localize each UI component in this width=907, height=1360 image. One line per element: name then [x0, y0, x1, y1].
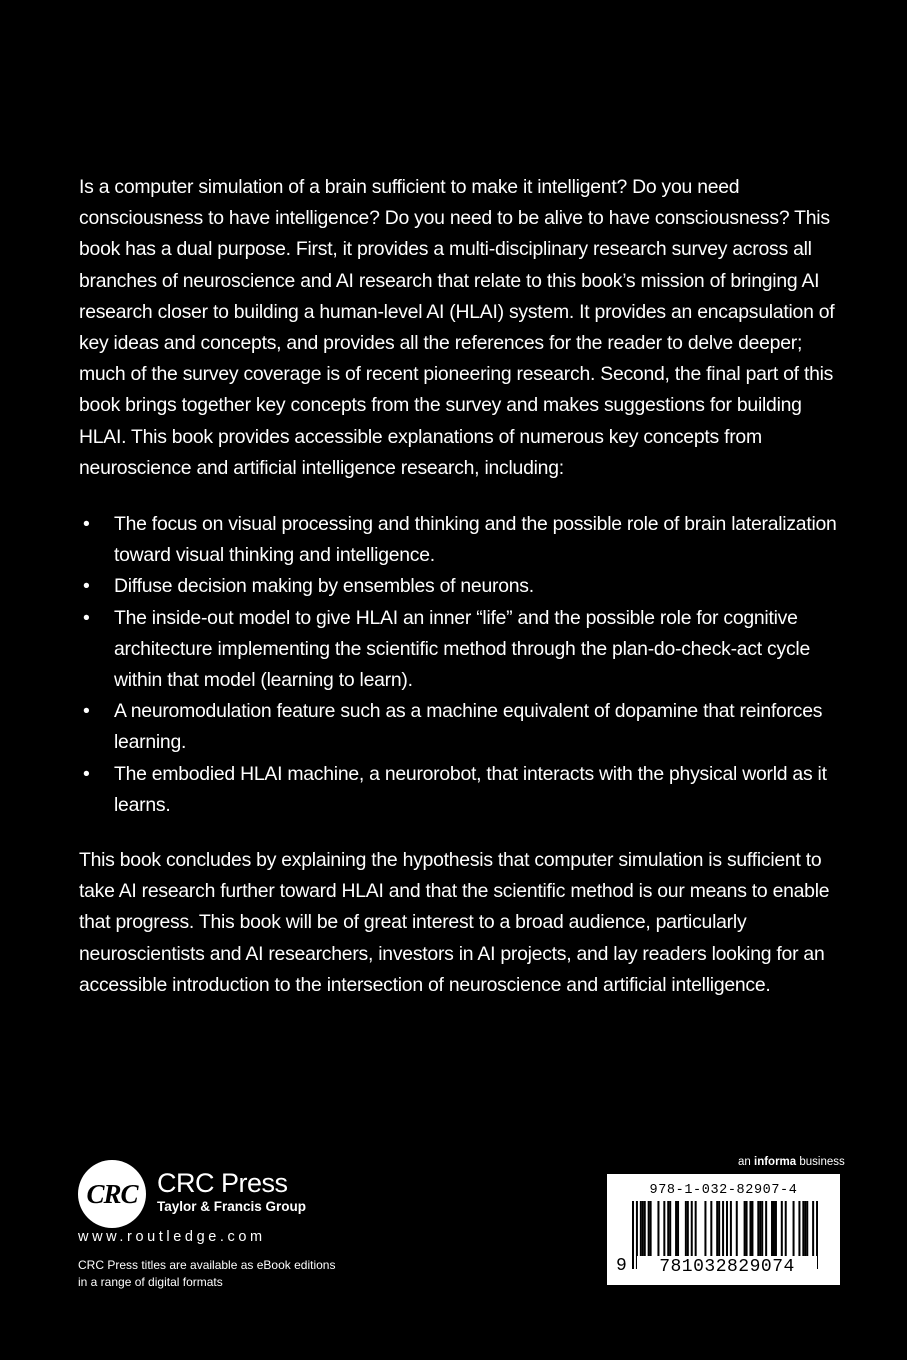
barcode-bar	[785, 1201, 787, 1257]
list-item: • The inside-out model to give HLAI an inner “life” and the possible role for cognitive architecture implementing the scientific method through the plan-do-check-act cycle within that model (learning to learn).	[79, 603, 849, 697]
barcode-bar	[695, 1201, 697, 1257]
isbn-barcode	[607, 1174, 840, 1285]
barcode-bar	[806, 1201, 808, 1257]
list-item: • The embodied HLAI machine, a neurorobot, that interacts with the physical world as it learns.	[79, 759, 849, 821]
barcode-bar	[718, 1201, 720, 1257]
barcode-bar	[675, 1201, 677, 1257]
barcode-bar	[685, 1201, 687, 1257]
barcode-bar	[716, 1201, 718, 1257]
barcode-bar	[710, 1201, 712, 1257]
list-item: • A neuromodulation feature such as a machine equivalent of dopamine that reinforces learning.	[79, 696, 849, 758]
barcode-bar	[771, 1201, 773, 1257]
barcode-bar	[761, 1201, 763, 1257]
barcode-bar	[667, 1201, 669, 1257]
publisher-group: Taylor & Francis Group	[157, 1199, 307, 1214]
barcode-bar	[744, 1201, 746, 1257]
barcode-bar	[751, 1201, 753, 1257]
publisher-website[interactable]: www.routledge.com	[78, 1229, 266, 1245]
barcode-bar	[736, 1201, 738, 1257]
barcode-bar	[781, 1201, 783, 1257]
informa-prefix: an	[738, 1156, 751, 1168]
list-item: • The focus on visual processing and thinking and the possible role of brain lateralization toward visual thinking and intelligence.	[79, 509, 849, 571]
key-concepts-list	[79, 509, 849, 821]
conclusion-paragraph: This book concludes by explaining the hypothesis that computer simulation is sufficient to take AI research further toward HLAI and that the scientific method is our means to enable that progress. This book will be of great interest to a broad audience, particularly neuroscientists and AI researchers, investors in AI projects, and lay readers looking for an accessible introduction to the intersection of neuroscience and artificial intelligence.	[79, 849, 830, 996]
informa-brand: informa	[754, 1156, 797, 1168]
barcode-bar	[663, 1201, 665, 1257]
barcode-bar	[773, 1201, 775, 1257]
ebook-note: CRC Press titles are available as eBook editions in a range of digital formats	[78, 1258, 336, 1289]
barcode-bar	[759, 1201, 761, 1257]
barcode-bar	[677, 1201, 679, 1257]
barcode-bar	[669, 1201, 671, 1257]
barcode-bar	[687, 1201, 689, 1257]
barcode-bar	[798, 1201, 800, 1257]
informa-suffix: business	[799, 1156, 845, 1168]
barcode-bar	[691, 1201, 693, 1257]
isbn-digits: 781032829074	[637, 1256, 817, 1278]
barcode-bar	[632, 1201, 634, 1269]
barcode-bar	[657, 1201, 659, 1257]
barcode-bar	[804, 1201, 806, 1257]
barcode-bar	[650, 1201, 652, 1257]
publisher-name: CRC Press	[157, 1168, 288, 1198]
informa-tagline	[738, 1156, 845, 1168]
publisher-block	[157, 1168, 306, 1216]
barcode-bar	[757, 1201, 759, 1257]
intro-paragraph: Is a computer simulation of a brain sufficient to make it intelligent? Do you need consciousness to have intelligence? Do you need to be alive to have consciousness? This book has a dual purpose. First, it provides a multi-disciplinary research survey across all branches of neuroscience and AI research that relate to this book’s mission of bringing AI research closer to building a human-level AI (HLAI) system. It provides an encapsulation of key ideas and concepts, and provides all the references for the reader to delve deeper; much of the survey coverage is of recent pioneering research. Second, the final part of this book brings together key concepts from the survey and makes suggestions for building HLAI. This book provides accessible explanations of numerous key concepts from neuroscience and artificial intelligence research, including:	[79, 176, 835, 479]
barcode-bar	[648, 1201, 650, 1257]
barcode-bar	[793, 1201, 795, 1257]
barcode-bar	[802, 1201, 804, 1257]
barcode-bar	[749, 1201, 751, 1257]
barcode-bar	[730, 1201, 732, 1257]
isbn-text: 978-1-032-82907-4	[649, 1183, 798, 1198]
barcode-bar	[640, 1201, 642, 1257]
barcode-bar	[642, 1201, 644, 1257]
isbn-first-digit: 9	[616, 1256, 627, 1276]
back-cover-blurb	[79, 172, 849, 1001]
list-item: • Diffuse decision making by ensembles of neurons.	[79, 571, 849, 602]
barcode-bar	[704, 1201, 706, 1257]
barcode-bar	[765, 1201, 767, 1257]
crc-logo: CRC	[78, 1160, 146, 1228]
barcode-bar	[746, 1201, 748, 1257]
barcode-bar	[775, 1201, 777, 1257]
barcode-bar	[644, 1201, 646, 1257]
